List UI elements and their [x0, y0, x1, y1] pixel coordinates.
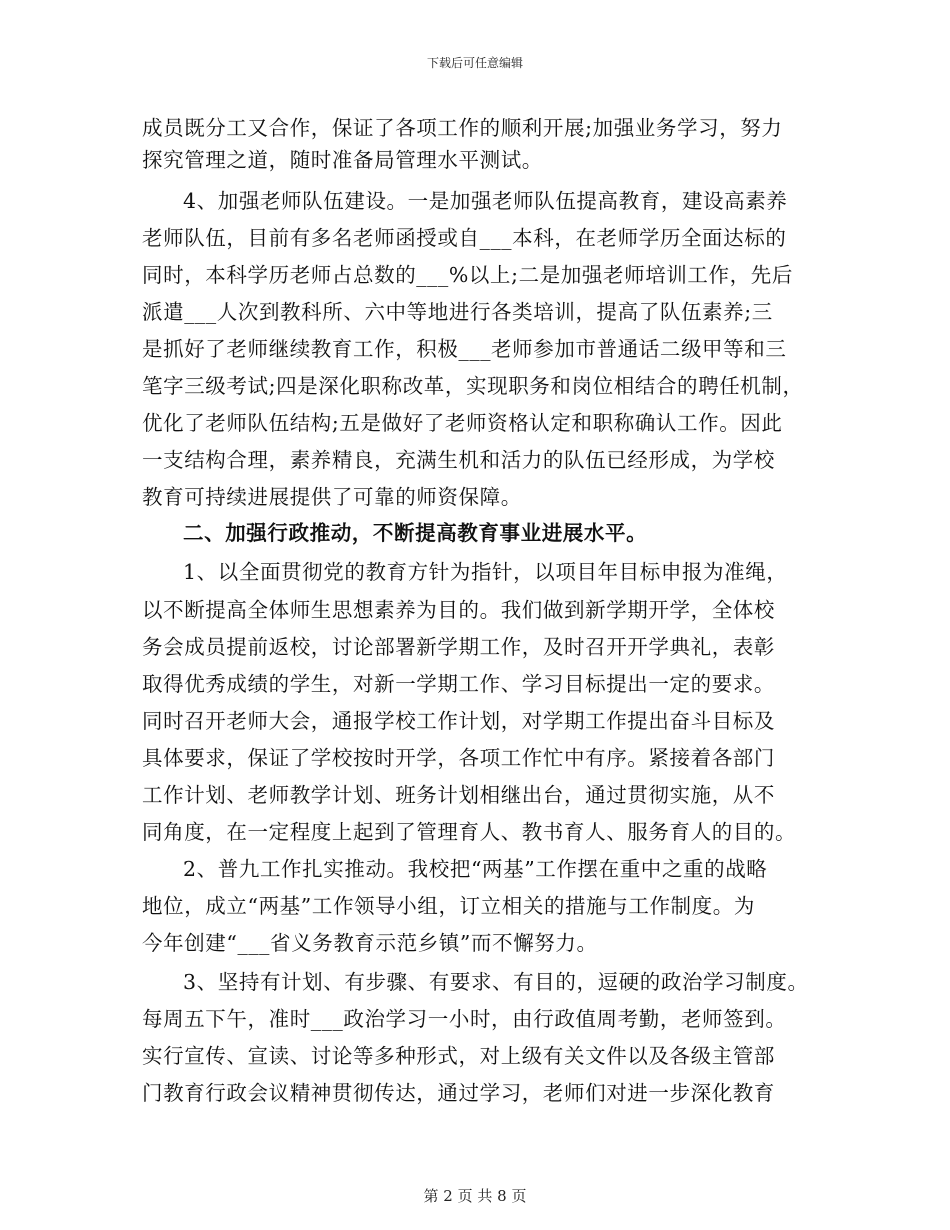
body-line: 取得优秀成绩的学生，对新一学期工作、学习目标提出一定的要求。	[142, 672, 775, 696]
body-line: 地位，成立“两基”工作领导小组，订立相关的措施与工作制度。为	[142, 894, 755, 918]
body-line: 务会成员提前返校，讨论部署新学期工作，及时召开开学典礼，表彰	[142, 635, 775, 659]
body-line: 同角度，在一定程度上起到了管理育人、教书育人、服务育人的目的。	[142, 820, 797, 844]
body-line: 是抓好了老师继续教育工作，积极___老师参加市普通话二级甲等和三	[142, 337, 787, 361]
body-line: 以不断提高全体师生思想素养为目的。我们做到新学期开学，全体校	[142, 598, 775, 622]
body-line: 今年创建“___省义务教育示范乡镇”而不懈努力。	[142, 931, 598, 955]
body-line: 具体要求，保证了学校按时开学，各项工作忙中有序。紧接着各部门	[142, 746, 775, 770]
body-line: 4、加强老师队伍建设。一是加强老师队伍提高教育，建设高素养	[183, 189, 788, 213]
page-header: 下载后可任意编辑	[426, 56, 523, 70]
body-line: 每周五下午，准时___政治学习一小时，由行政值周考勤，老师签到。	[142, 1007, 787, 1031]
body-line: 派遣___人次到教科所、六中等地进行各类培训，提高了队伍素养;三	[142, 300, 773, 324]
body-line: 优化了老师队伍结构;五是做好了老师资格认定和职称确认工作。因此	[142, 411, 783, 435]
body-line: 笔字三级考试;四是深化职称改革，实现职务和岗位相结合的聘任机制，	[142, 374, 804, 398]
body-line: 工作计划、老师教学计划、班务计划相继出台，通过贯彻实施，从不	[142, 783, 775, 807]
page-number: 第 2 页 共 8 页	[423, 1187, 527, 1205]
body-line: 门教育行政会议精神贯彻传达，通过学习，老师们对进一步深化教育	[142, 1081, 775, 1105]
body-line: 探究管理之道，随时准备局管理水平测试。	[142, 148, 543, 172]
body-line: 老师队伍，目前有多名老师函授或自___本科，在老师学历全面达标的	[142, 226, 787, 250]
body-line: 1、以全面贯彻党的教育方针为指针，以项目年目标申报为准绳，	[183, 560, 788, 584]
section-heading: 二、加强行政推动，不断提高教育事业进展水平。	[183, 521, 648, 545]
body-line: 教育可持续进展提供了可靠的师资保障。	[142, 485, 522, 509]
body-line: 2、普九工作扎实推动。我校把“两基”工作摆在重中之重的战略	[183, 857, 768, 881]
body-line: 3、坚持有计划、有步骤、有要求、有目的，逗硬的政治学习制度。	[183, 970, 809, 994]
body-line: 成员既分工又合作，保证了各项工作的顺利开展;加强业务学习，努力	[142, 116, 783, 140]
body-line: 同时召开老师大会，通报学校工作计划，对学期工作提出奋斗目标及	[142, 709, 775, 733]
body-line: 同时，本科学历老师占总数的___%以上;二是加强老师培训工作，先后	[142, 263, 793, 287]
body-line: 一支结构合理，素养精良，充满生机和活力的队伍已经形成，为学校	[142, 448, 775, 472]
body-line: 实行宣传、宣读、讨论等多种形式，对上级有关文件以及各级主管部	[142, 1044, 775, 1068]
